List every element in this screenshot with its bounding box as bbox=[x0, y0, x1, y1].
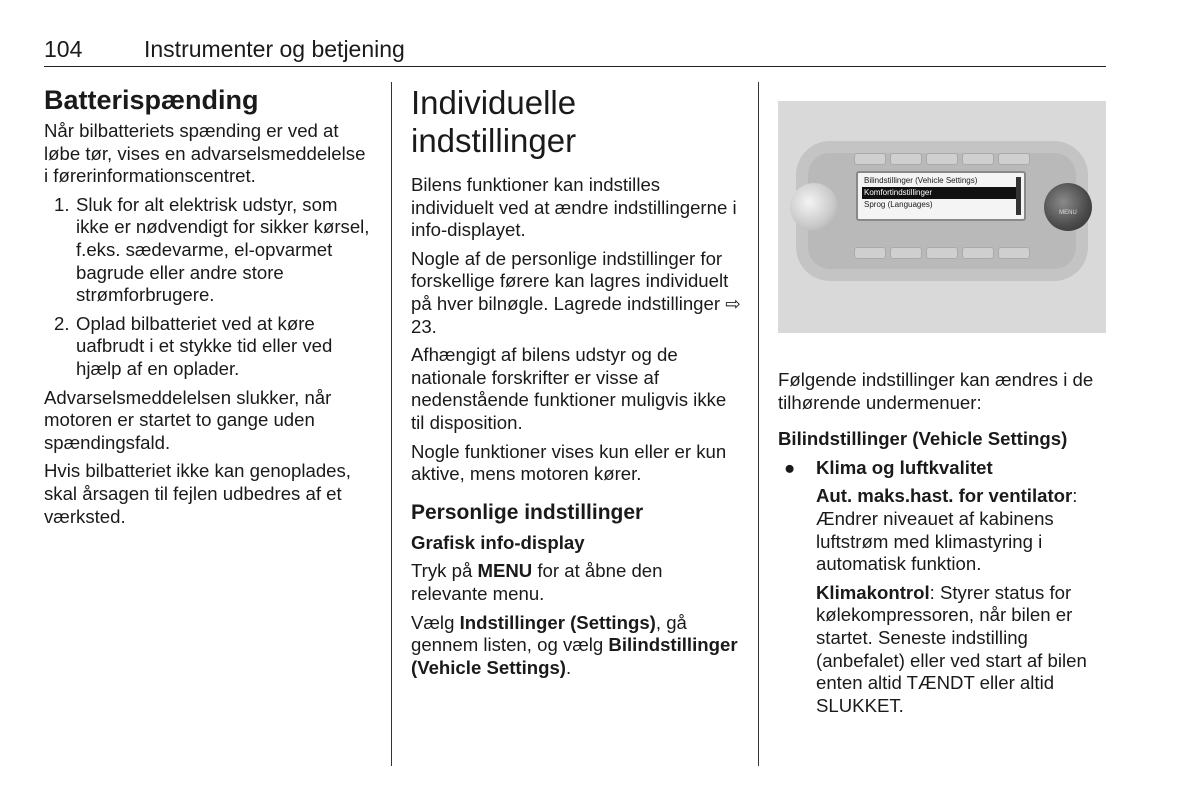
info-display-screen bbox=[856, 171, 1026, 221]
settings-keyword: Indstillinger (Settings) bbox=[459, 611, 656, 633]
text-fragment: , gå gennem listen, og vælg bbox=[411, 611, 687, 656]
bullet-dot-icon: ● bbox=[784, 456, 796, 478]
text-fragment: for at åbne den relevante menu. bbox=[411, 560, 663, 604]
setting-description: : Ændrer niveauet af kabinens luftstrøm med klimastyring i automatisk funktion. bbox=[816, 485, 1078, 575]
settings-paragraph-menu bbox=[411, 560, 743, 605]
settings-paragraph-select bbox=[411, 612, 743, 680]
infotainment-figure bbox=[778, 101, 1106, 333]
button-row-bottom bbox=[854, 247, 1030, 259]
menu-knob bbox=[1044, 183, 1092, 231]
bullet-text: Klima og luftkvalitet bbox=[816, 456, 993, 478]
battery-steps bbox=[44, 194, 374, 381]
settings-paragraph-2: Nogle af de personlige indstillinger for forskellige førere kan lagres individuelt på hver bilnøgle. Lagrede indstillinger ⇨ 23. bbox=[411, 247, 741, 337]
step-text: Oplad bilbatteriet ved at køre uafbrudt i et stykke tid eller ved hjælp af en oplader. bbox=[76, 312, 333, 379]
screen-scrollbar bbox=[1016, 177, 1021, 215]
column-settings bbox=[411, 84, 743, 685]
chapter-title: Instrumenter og betjening bbox=[144, 36, 405, 62]
vehicle-settings-intro: Følgende indstillinger kan ændres i de tilhørende undermenuer: bbox=[778, 369, 1094, 413]
bullet-climate bbox=[778, 457, 1106, 480]
step-number: 1. bbox=[54, 193, 70, 215]
column-battery bbox=[44, 84, 374, 534]
section-heading-settings: Individuelle indstillinger bbox=[411, 84, 577, 159]
step-text: Sluk for alt elektrisk udstyr, som ikke er nødvendigt for sikker kørsel, f.eks. sædevarme, el-opvarmet bagrude eller andre store strømforbrugere. bbox=[76, 193, 370, 306]
settings-paragraph-3: Afhængigt af bilens udstyr og de nationale forskrifter er visse af nedenstående funktioner muligvis ikke til disposition. bbox=[411, 344, 727, 433]
text-fragment: Vælg bbox=[411, 611, 460, 633]
step-item bbox=[44, 313, 374, 381]
settings-paragraph-1: Bilens funktioner kan indstilles individuelt ved at ændre indstillingerne i info-displayet. bbox=[411, 174, 737, 241]
step-item bbox=[44, 194, 374, 307]
section-heading-battery: Batterispænding bbox=[44, 85, 259, 115]
button-row-top bbox=[854, 153, 1030, 165]
screen-line: Sprog (Languages) bbox=[864, 200, 933, 209]
vehicle-settings-keyword: Bilindstillinger (Vehicle Settings) bbox=[411, 634, 738, 678]
column-vehicle-settings bbox=[778, 101, 1106, 723]
volume-knob bbox=[790, 183, 838, 231]
subheading-graphic-display: Grafisk info-display bbox=[411, 531, 585, 553]
page-number: 104 bbox=[44, 36, 83, 62]
screen-line-selected: Komfortindstillinger bbox=[862, 187, 1020, 199]
settings-paragraph-4: Nogle funktioner vises kun eller er kun aktive, mens motoren kører. bbox=[411, 440, 727, 485]
text-fragment: Tryk på bbox=[411, 560, 478, 582]
step-number: 2. bbox=[54, 312, 70, 334]
menu-keyword: MENU bbox=[477, 560, 533, 582]
setting-fan-speed bbox=[778, 485, 1106, 575]
vehicle-settings-heading: Bilindstillinger (Vehicle Settings) bbox=[778, 428, 1068, 450]
column-divider-left bbox=[391, 82, 392, 766]
setting-term: Aut. maks.hast. for ventilator bbox=[816, 485, 1073, 507]
page-header bbox=[44, 34, 1106, 67]
setting-description: : Styrer status for kølekompressoren, når bilen er startet. Seneste indstilling (anbefalet) eller ved start af bilen enten altid TÆNDT eller altid SLUKKET. bbox=[816, 581, 1087, 716]
screen-line: Bilindstillinger (Vehicle Settings) bbox=[864, 176, 978, 185]
text-fragment: . bbox=[566, 656, 572, 678]
column-divider-right bbox=[758, 82, 759, 766]
battery-intro: Når bilbatteriets spænding er ved at løbe tør, vises en advarselsmeddelelse i førerinformationscentret. bbox=[44, 120, 366, 187]
battery-workshop-note: Hvis bilbatteriet ikke kan genoplades, skal årsagen til fejlen udbedres af et værksted. bbox=[44, 460, 351, 527]
menu-knob-label: MENU bbox=[1059, 210, 1077, 216]
subheading-personal-settings: Personlige indstillinger bbox=[411, 500, 644, 524]
setting-term: Klimakontrol bbox=[816, 581, 930, 603]
battery-warning-note: Advarselsmeddelelsen slukker, når motoren er startet to gange uden spændingsfald. bbox=[44, 386, 332, 453]
setting-climate-control bbox=[778, 582, 1106, 718]
